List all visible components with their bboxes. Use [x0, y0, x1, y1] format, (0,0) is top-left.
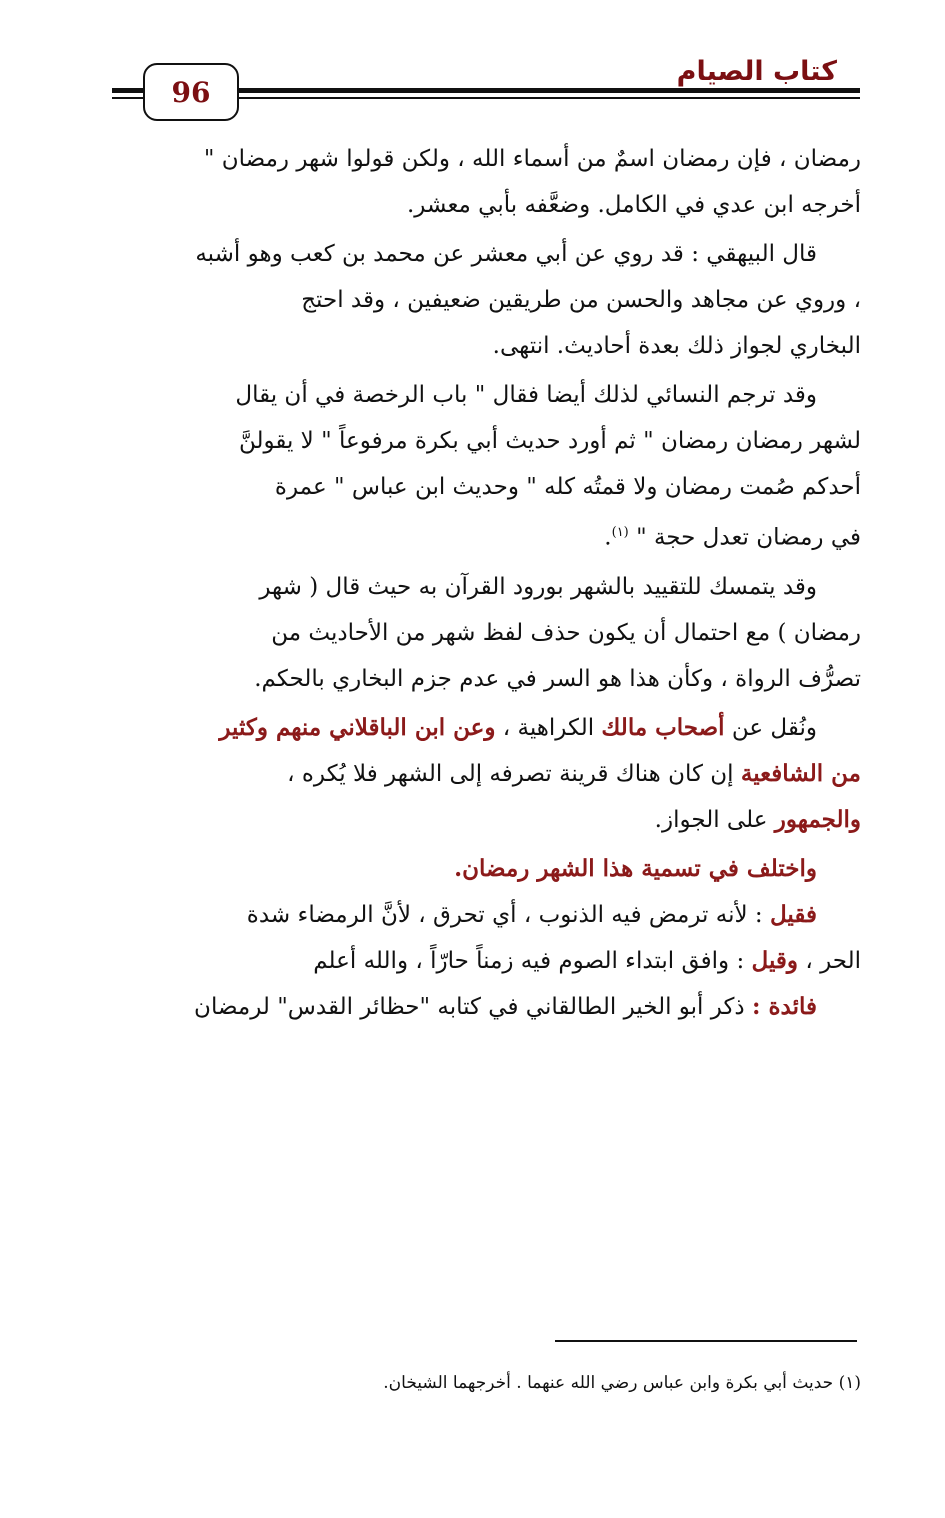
malik-emph-4: والجمهور: [774, 805, 861, 833]
malik-text-1: ونُقل عن: [731, 714, 817, 741]
footnote-rule: [555, 1340, 857, 1342]
malik-text-2: الكراهية ،: [502, 714, 595, 741]
naming-text-2: الحر ،: [805, 947, 861, 974]
text-line: رمضان ) مع احتمال أن يكون حذف لفظ شهر من الأحاديث من: [271, 619, 861, 646]
keyword-qila-2: وقيل: [751, 946, 799, 974]
text-line: [118, 892, 861, 938]
naming-text-1: : لأنه ترمض فيه الذنوب ، أي تحرق ، لأنَّ الرمضاء شدة: [246, 901, 763, 928]
section-heading: واختلف في تسمية هذا الشهر رمضان.: [454, 854, 817, 882]
book-title: كتاب الصيام: [676, 56, 837, 87]
text-line: لشهر رمضان رمضان " ثم أورد حديث أبي بكرة مرفوعاً " لا يقولنَّ: [238, 428, 861, 454]
text-line: [118, 751, 861, 797]
malik-text-3: إن كان هناك قرينة تصرفه إلى الشهر فلا يُكره ،: [287, 760, 734, 787]
text-line: [118, 797, 861, 843]
footnote: (١) حديث أبي بكرة وابن عباس رضي الله عنهما . أخرجهما الشيخان.: [383, 1373, 861, 1393]
footnote-ref[interactable]: (١): [611, 525, 629, 540]
malik-text-4: على الجواز.: [654, 806, 768, 833]
malik-emph-3: من الشافعية: [740, 759, 861, 787]
text-line: وقد ترجم النسائي لذلك أيضا فقال " باب الرخصة في أن يقال: [235, 382, 817, 408]
page-number: 96: [143, 63, 239, 121]
benefit-text: ذكر أبو الخير الطالقاني في كتابه "حظائر القدس" لرمضان: [194, 993, 745, 1020]
line-end: .: [604, 524, 612, 551]
text-line: [118, 510, 861, 561]
text-line: [118, 705, 861, 751]
text-line: رمضان ، فإن رمضان اسمٌ من أسماء الله ، ولكن قولوا شهر رمضان ": [203, 146, 861, 172]
line-text: في رمضان تعدل حجة ": [636, 524, 861, 551]
text-line: أخرجه ابن عدي في الكامل. وضعَّفه بأبي معشر.: [406, 192, 861, 218]
text-line: قال البيهقي : قد روي عن أبي معشر عن محمد بن كعب وهو أشبه: [195, 241, 817, 267]
keyword-qila-1: فقيل: [770, 900, 817, 928]
text-line: البخاري لجواز ذلك بعدة أحاديث. انتهى.: [492, 333, 861, 359]
keyword-benefit: فائدة :: [751, 992, 817, 1020]
text-line: [118, 984, 861, 1030]
text-line: أحدكم صُمت رمضان ولا قمتُه كله " وحديث ابن عباس " عمرة: [274, 474, 861, 500]
naming-text-3: : وافق ابتداء الصوم فيه زمناً حارّاً ، والله أعلم: [313, 947, 745, 974]
malik-emph-2: وعن ابن الباقلاني منهم وكثير: [219, 713, 496, 741]
malik-emph-1: أصحاب مالك: [601, 713, 725, 741]
body-text: [118, 136, 861, 1030]
text-line: ، وروي عن مجاهد والحسن من طريقين ضعيفين ، وقد احتج: [301, 287, 861, 313]
text-line: [118, 938, 861, 984]
text-line: تصرُّف الرواة ، وكأن هذا هو السر في عدم جزم البخاري بالحكم.: [254, 665, 861, 692]
text-line: وقد يتمسك للتقييد بالشهر بورود القرآن به حيث قال ( شهر: [259, 573, 817, 600]
